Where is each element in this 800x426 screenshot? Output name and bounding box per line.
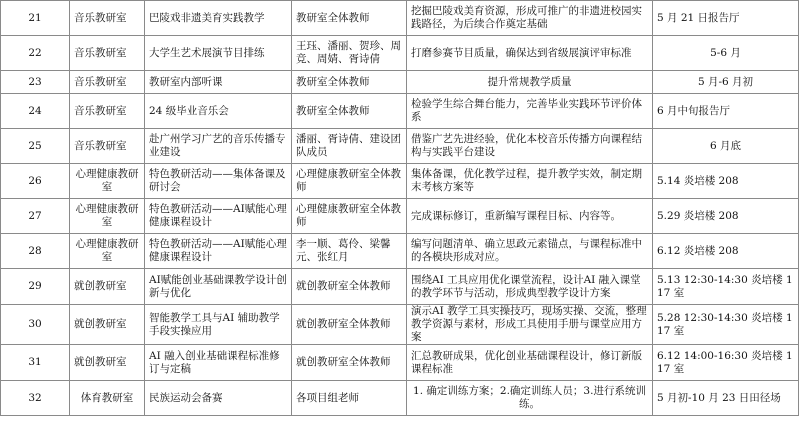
table-row [1,305,799,345]
time-place-cell: 5-6 月 [653,36,799,71]
activity-name-cell: AI赋能创业基础课教学设计创新与优化 [145,269,292,305]
goal-cell: 挖掘巴陵戏美育资源，形成可推广的非遗进校园实践路径，为后续合作奠定基础 [407,1,653,36]
goal-cell: 1. 确定训练方案；2.确定训练人员；3.进行系统训练。 [407,381,653,416]
time-place-cell: 5 月-6 月初 [653,71,799,94]
table-row [1,381,799,416]
row-number: 21 [1,1,70,36]
time-place-cell: 6 月底 [653,129,799,164]
activity-name-cell: 特色教研活动——集体备课及研讨会 [145,164,292,199]
goal-cell: 提升常规教学质量 [407,71,653,94]
row-number: 27 [1,199,70,234]
time-place-cell: 6.12 14:00-16:30 炎培楼 117 室 [653,345,799,381]
table-row [1,129,799,164]
goal-cell: 围绕AI 工具应用优化课堂流程，设计AI 融入课堂的教学环节与活动，形成典型教学设计方案 [407,269,653,305]
participants-cell: 就创教研室全体教师 [292,345,407,381]
participants-cell: 各项目组老师 [292,381,407,416]
row-number: 26 [1,164,70,199]
row-number: 29 [1,269,70,305]
goal-cell: 汇总教研成果，优化创业基础课程设计，修订新版课程标准 [407,345,653,381]
time-place-cell: 5.28 12:30-14:30 炎培楼 117 室 [653,305,799,345]
department-cell: 体育教研室 [70,381,145,416]
department-cell: 音乐教研室 [70,71,145,94]
participants-cell: 心理健康教研室全体教师 [292,164,407,199]
participants-cell: 教研室全体教师 [292,94,407,129]
department-cell: 心理健康教研室 [70,199,145,234]
goal-cell: 编写问题清单、确立思政元素锚点，与课程标准中的各模块形成对应。 [407,234,653,269]
row-number: 25 [1,129,70,164]
goal-cell: 集体备课，优化教学过程，提升教学实效，制定期末考核方案等 [407,164,653,199]
table-row [1,269,799,305]
time-place-cell: 5.13 12:30-14:30 炎培楼 117 室 [653,269,799,305]
goal-cell: 完成课标修订，重新编写课程目标、内容等。 [407,199,653,234]
table-row [1,345,799,381]
goal-cell: 借鉴广艺先进经验，优化本校音乐传播方向课程结构与实践平台建设 [407,129,653,164]
table-row [1,1,799,36]
activity-name-cell: 特色教研活动——AI赋能心理健康课程设计 [145,199,292,234]
department-cell: 音乐教研室 [70,36,145,71]
table-row [1,71,799,94]
department-cell: 心理健康教研室 [70,164,145,199]
time-place-cell: 5.29 炎培楼 208 [653,199,799,234]
activity-name-cell: 巴陵戏非遗美育实践教学 [145,1,292,36]
participants-cell: 王珏、潘丽、贺珍、周竞、周婧、胥诗倩 [292,36,407,71]
activity-name-cell: 赴广州学习广艺的音乐传播专业建设 [145,129,292,164]
department-cell: 音乐教研室 [70,129,145,164]
activity-name-cell: 大学生艺术展演节目排练 [145,36,292,71]
participants-cell: 潘丽、胥诗倩、建设团队成员 [292,129,407,164]
goal-cell: 检验学生综合舞台能力，完善毕业实践环节评价体系 [407,94,653,129]
time-place-cell: 6.12 炎培楼 208 [653,234,799,269]
participants-cell: 李一顺、葛伶、梁馨元、张红月 [292,234,407,269]
time-place-cell: 5 月初-10 月 23 日田径场 [653,381,799,416]
department-cell: 就创教研室 [70,305,145,345]
department-cell: 心理健康教研室 [70,234,145,269]
activity-name-cell: 教研室内部听课 [145,71,292,94]
participants-cell: 心理健康教研室全体教师 [292,199,407,234]
row-number: 24 [1,94,70,129]
department-cell: 音乐教研室 [70,1,145,36]
row-number: 30 [1,305,70,345]
row-number: 23 [1,71,70,94]
row-number: 32 [1,381,70,416]
goal-cell: 演示AI 教学工具实操技巧，现场实操、交流，整理教学资源与素材，形成工具使用手册与课堂应用方案 [407,305,653,345]
activity-name-cell: AI 融入创业基础课程标准修订与定稿 [145,345,292,381]
participants-cell: 就创教研室全体教师 [292,305,407,345]
table-row [1,164,799,199]
activity-name-cell: 智能教学工具与AI 辅助教学手段实操应用 [145,305,292,345]
time-place-cell: 5 月 21 日报告厅 [653,1,799,36]
department-cell: 就创教研室 [70,345,145,381]
table-row [1,94,799,129]
participants-cell: 教研室全体教师 [292,71,407,94]
time-place-cell: 5.14 炎培楼 208 [653,164,799,199]
row-number: 28 [1,234,70,269]
table-row [1,234,799,269]
department-cell: 音乐教研室 [70,94,145,129]
time-place-cell: 6 月中旬报告厅 [653,94,799,129]
table-row [1,199,799,234]
participants-cell: 教研室全体教师 [292,1,407,36]
row-number: 22 [1,36,70,71]
table-row [1,36,799,71]
department-cell: 就创教研室 [70,269,145,305]
row-number: 31 [1,345,70,381]
activity-name-cell: 特色教研活动——AI赋能心理健康课程设计 [145,234,292,269]
goal-cell: 打磨参赛节目质量，确保达到省级展演评审标准 [407,36,653,71]
activity-name-cell: 民族运动会备赛 [145,381,292,416]
activity-name-cell: 24 级毕业音乐会 [145,94,292,129]
participants-cell: 就创教研室全体教师 [292,269,407,305]
